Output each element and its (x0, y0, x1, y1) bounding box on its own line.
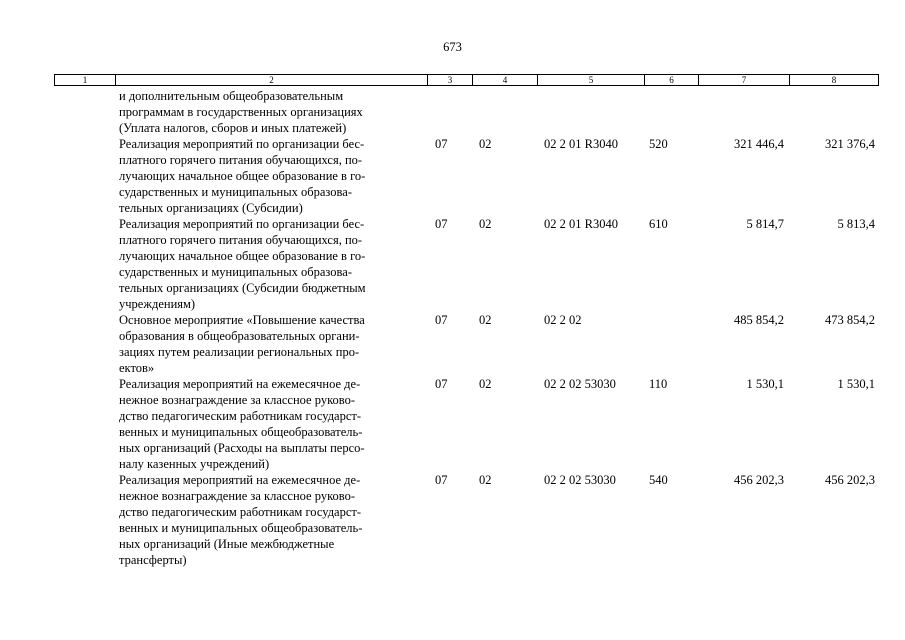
description-line: программам в государственных организациях (119, 105, 363, 119)
description-line: Реализация мероприятий по организации бес- (119, 137, 365, 151)
target-article-cell: 02 2 02 53030 (544, 473, 616, 487)
row-description (119, 88, 429, 136)
description-line: дство педагогическим работникам государст- (119, 505, 362, 519)
table-body (0, 88, 905, 568)
table-row (0, 136, 905, 216)
description-line: Реализация мероприятий на ежемесячное де- (119, 377, 361, 391)
header-col-5: 5 (538, 75, 645, 85)
page-number: 673 (443, 40, 462, 54)
row-description (119, 376, 429, 472)
section-code-cell: 07 (435, 313, 448, 327)
description-line: нежное вознаграждение за классное руково- (119, 393, 355, 407)
description-line: налу казенных учреждений) (119, 457, 270, 471)
amount-col8-cell: 321 376,4 (825, 137, 875, 151)
description-line: зациях путем реализации региональных про- (119, 345, 360, 359)
description-line: образования в общеобразовательных органи- (119, 329, 360, 343)
section-code-cell: 07 (435, 473, 448, 487)
header-col-6: 6 (645, 75, 699, 85)
description-line: ных организаций (Расходы на выплаты персо- (119, 441, 365, 455)
subsection-code-cell: 02 (479, 313, 492, 327)
section-code-cell: 07 (435, 377, 448, 391)
description-line: платного горячего питания обучающихся, по- (119, 233, 363, 247)
row-description (119, 216, 429, 312)
amount-col7-cell: 485 854,2 (734, 313, 784, 327)
header-col-8: 8 (831, 75, 837, 85)
header-col-2: 2 (116, 75, 428, 85)
table-row (0, 376, 905, 472)
header-col-4: 4 (473, 75, 538, 85)
description-line: тельных организациях (Субсидии) (119, 201, 303, 215)
header-col-7: 7 (699, 75, 790, 85)
row-description (119, 136, 429, 216)
description-line: Реализация мероприятий на ежемесячное де- (119, 473, 361, 487)
description-line: платного горячего питания обучающихся, по- (119, 153, 363, 167)
description-line: Основное мероприятие «Повышение качества (119, 313, 365, 327)
description-line: и дополнительным общеобразовательным (119, 89, 344, 103)
description-line: (Уплата налогов, сборов и иных платежей) (119, 121, 347, 135)
section-code-cell: 07 (435, 217, 448, 231)
table-row (0, 472, 905, 568)
subsection-code-cell: 02 (479, 217, 492, 231)
description-line: ектов» (119, 361, 155, 375)
expense-type-cell: 110 (649, 377, 668, 391)
description-line: учреждениям) (119, 297, 196, 311)
amount-col7-cell: 1 530,1 (746, 377, 784, 391)
description-line: венных и муниципальных общеобразователь- (119, 425, 363, 439)
expense-type-cell: 520 (649, 137, 668, 151)
amount-col7-cell: 456 202,3 (734, 473, 784, 487)
row-description (119, 312, 429, 376)
table-row (0, 88, 905, 136)
description-line: тельных организациях (Субсидии бюджетным (119, 281, 366, 295)
description-line: лучающих начальное общее образование в го- (119, 169, 366, 183)
description-line: нежное вознаграждение за классное руково- (119, 489, 355, 503)
description-line: Реализация мероприятий по организации бес- (119, 217, 365, 231)
target-article-cell: 02 2 02 53030 (544, 377, 616, 391)
description-line: трансферты) (119, 553, 187, 567)
expense-type-cell: 610 (649, 217, 668, 231)
amount-col8-cell: 5 813,4 (837, 217, 875, 231)
target-article-cell: 02 2 01 R3040 (544, 217, 618, 231)
description-line: венных и муниципальных общеобразователь- (119, 521, 363, 535)
target-article-cell: 02 2 02 (544, 313, 582, 327)
subsection-code-cell: 02 (479, 473, 492, 487)
section-code-cell: 07 (435, 137, 448, 151)
subsection-code-cell: 02 (479, 137, 492, 151)
table-header-row (54, 74, 879, 86)
header-col-1: 1 (55, 75, 116, 85)
description-line: ных организаций (Иные межбюджетные (119, 537, 335, 551)
amount-col8-cell: 473 854,2 (825, 313, 875, 327)
description-line: сударственных и муниципальных образова- (119, 185, 352, 199)
table-row (0, 216, 905, 312)
description-line: лучающих начальное общее образование в го- (119, 249, 366, 263)
description-line: дство педагогическим работникам государст- (119, 409, 362, 423)
table-row (0, 312, 905, 376)
amount-col8-cell: 1 530,1 (837, 377, 875, 391)
description-line: сударственных и муниципальных образова- (119, 265, 352, 279)
amount-col7-cell: 5 814,7 (746, 217, 784, 231)
header-col-3: 3 (428, 75, 473, 85)
amount-col8-cell: 456 202,3 (825, 473, 875, 487)
amount-col7-cell: 321 446,4 (734, 137, 784, 151)
expense-type-cell: 540 (649, 473, 668, 487)
target-article-cell: 02 2 01 R3040 (544, 137, 618, 151)
subsection-code-cell: 02 (479, 377, 492, 391)
row-description (119, 472, 429, 568)
